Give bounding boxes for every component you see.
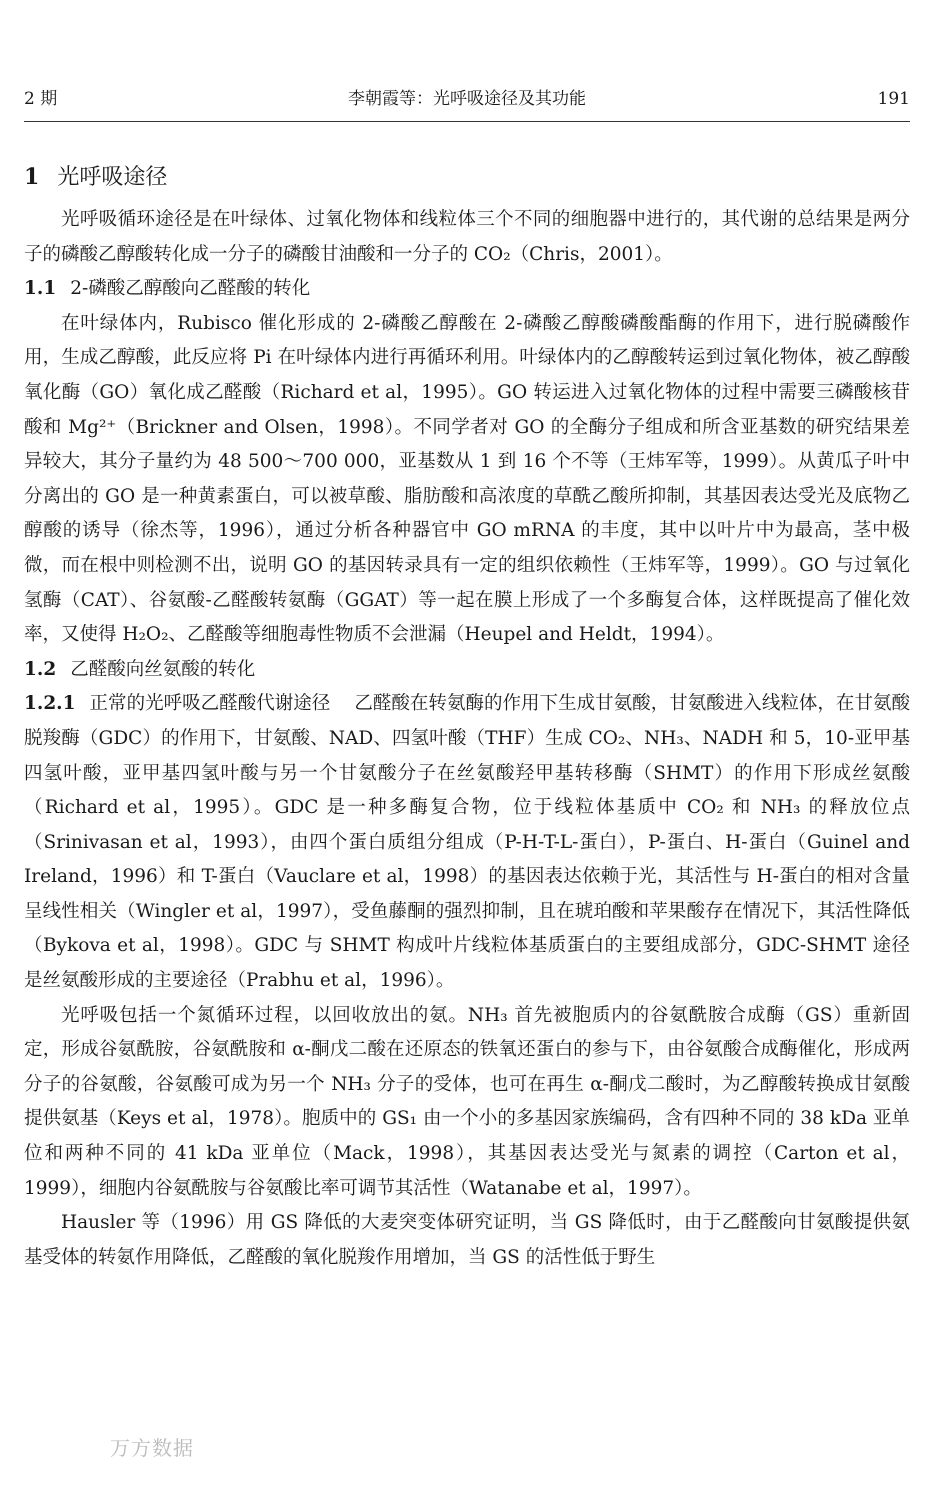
paragraph-1-2-1-text: 乙醛酸在转氨酶的作用下生成甘氨酸，甘氨酸进入线粒体，在甘氨酸脱羧酶（GDC）的作用下，甘氨酸、NAD、四氢叶酸（THF）生成 CO₂、NH₃、NADH 和 5，10-亚甲基四氢叶酸，亚甲基四氢叶酸与另一个甘氨酸分子在丝氨酸羟甲基转移酶（SHMT）的作用下形成丝氨酸（Richard et al，1995）。GDC 是一种多酶复合物，位于线粒体基质中 CO₂ 和 NH₃ 的释放位点（Srinivasan et al，1993），由四个蛋白质组分组成（P-H-T-L-蛋白），P-蛋白、H-蛋白（Guinel and Ireland，1996）和 T-蛋白（Vauclare et al，1998）的基因表达依赖于光，其活性与 H-蛋白的相对含量呈线性相关（Wingler et al，1997），受鱼藤酮的强烈抑制，且在琥珀酸和苹果酸存在情况下，其活性降低（Bykova et al，1998）。GDC 与 SHMT 构成叶片线粒体基质蛋白的主要组成部分，GDC-SHMT 途径是丝氨酸形成的主要途径（Prabhu et al，1996）。 [24,693,910,992]
section-heading [24,160,910,195]
article-body [24,160,910,1275]
subsection-title: 乙醛酸向丝氨酸的转化 [70,658,256,680]
subsection-title: 2-磷酸乙醇酸向乙醛酸的转化 [70,278,311,300]
paragraph-1-2-1 [24,687,910,998]
paragraph-1-1: 在叶绿体内，Rubisco 催化形成的 2-磷酸乙醇酸在 2-磷酸乙醇酸磷酸酯酶的作用下，进行脱磷酸作用，生成乙醇酸，此反应将 Pi 在叶绿体内进行再循环利用。叶绿体内的乙醇酸转运到过氧化物体，被乙醇酸氧化酶（GO）氧化成乙醛酸（Richard et al，1995）。GO 转运进入过氧化物体的过程中需要三磷酸核苷酸和 Mg²⁺（Brickner and Olsen，1998）。不同学者对 GO 的全酶分子组成和所含亚基数的研究结果差异较大，其分子量约为 48 500～700 000，亚基数从 1 到 16 个不等（王炜军等，1999）。从黄瓜子叶中分离出的 GO 是一种黄素蛋白，可以被草酸、脂肪酸和高浓度的草酰乙酸所抑制，其基因表达受光及底物乙醇酸的诱导（徐杰等，1996），通过分析各种器官中 GO mRNA 的丰度，其中以叶片中为最高，茎中极微，而在根中则检测不出，说明 GO 的基因转录具有一定的组织依赖性（王炜军等，1999）。GO 与过氧化氢酶（CAT）、谷氨酸-乙醛酸转氨酶（GGAT）等一起在膜上形成了一个多酶复合体，这样既提高了催化效率，又使得 H₂O₂、乙醛酸等细胞毒性物质不会泄漏（Heupel and Heldt，1994）。 [24,312,910,646]
issue-number: 2 期 [24,89,58,109]
page-number: 191 [877,89,910,109]
paragraph-hausler: Hausler 等（1996）用 GS 降低的大麦突变体研究证明，当 GS 降低时，由于乙醛酸向甘氨酸提供氨基受体的转氨作用降低，乙醛酸的氧化脱羧作用增加，当 GS 的活性低于野生 [24,1212,910,1268]
subsection-heading-1-1 [24,272,910,307]
running-title: 李朝霞等：光呼吸途径及其功能 [348,89,586,109]
watermark: 万方数据 [110,1436,194,1460]
intro-paragraph: 光呼吸循环途径是在叶绿体、过氧化物体和线粒体三个不同的细胞器中进行的，其代谢的总结果是两分子的磷酸乙醇酸转化成一分子的磷酸甘油酸和一分子的 CO₂（Chris，2001）。 [24,209,910,265]
subsection-number: 1.1 [24,278,57,300]
subsection-number: 1.2 [24,658,57,680]
running-header [24,88,910,114]
paragraph-gs: 光呼吸包括一个氮循环过程，以回收放出的氨。NH₃ 首先被胞质内的谷氨酰胺合成酶（GS）重新固定，形成谷氨酰胺，谷氨酰胺和 α-酮戊二酸在还原态的铁氧还蛋白的参与下，由谷氨酸合成酶催化，形成两分子的谷氨酸，谷氨酸可成为另一个 NH₃ 分子的受体，也可在再生 α-酮戊二酸时，为乙醇酸转换成甘氨酸提供氨基（Keys et al，1978）。胞质中的 GS₁ 由一个小的多基因家族编码，含有四种不同的 38 kDa 亚单位和两种不同的 41 kDa 亚单位（Mack，1998），其基因表达受光与氮素的调控（Carton et al，1999），细胞内谷氨酰胺与谷氨酸比率可调节其活性（Watanabe et al，1997）。 [24,1004,910,1199]
header-rule [24,121,910,122]
subsubsection-number: 1.2.1 [24,693,76,715]
subsection-heading-1-2 [24,653,910,688]
section-title: 光呼吸途径 [57,165,168,190]
subsubsection-title: 正常的光呼吸乙醛酸代谢途径 [89,693,331,715]
section-number: 1 [24,164,40,190]
